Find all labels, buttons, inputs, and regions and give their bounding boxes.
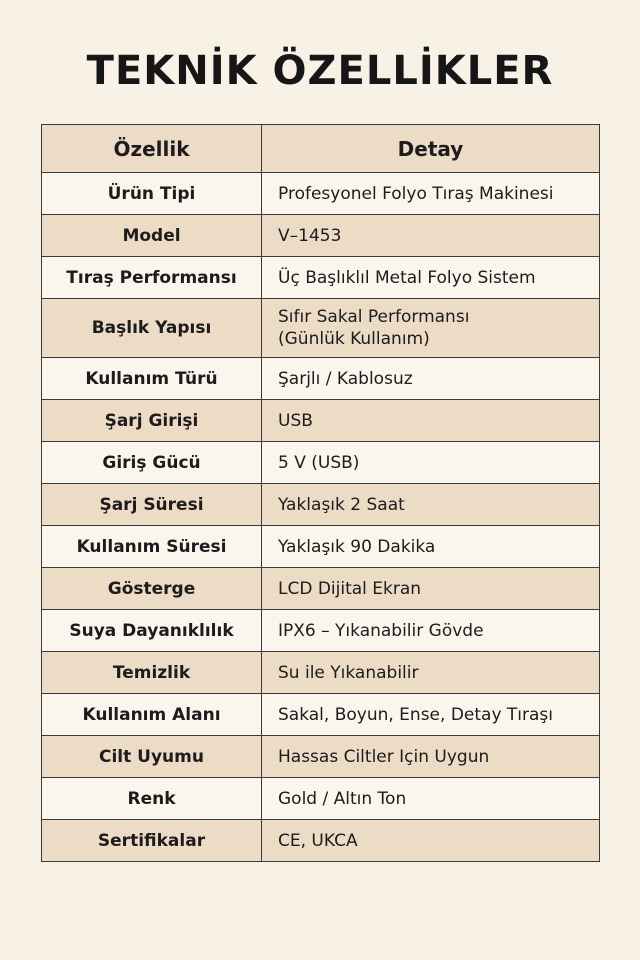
detail-cell: Yaklaşık 90 Dakika: [262, 526, 600, 568]
table-row: [42, 299, 600, 358]
feature-cell: Gösterge: [42, 568, 262, 610]
table-row: [42, 173, 600, 215]
table-header-row: [42, 125, 600, 173]
detail-cell: CE, UKCA: [262, 820, 600, 862]
spec-table: [41, 124, 600, 862]
feature-cell: Temizlik: [42, 652, 262, 694]
feature-cell: Kullanım Alanı: [42, 694, 262, 736]
feature-cell: Tıraş Performansı: [42, 257, 262, 299]
feature-cell: Şarj Girişi: [42, 400, 262, 442]
table-row: [42, 610, 600, 652]
detail-cell: Su ile Yıkanabilir: [262, 652, 600, 694]
table-row: [42, 400, 600, 442]
table-row: [42, 736, 600, 778]
detail-cell: USB: [262, 400, 600, 442]
detail-cell: Profesyonel Folyo Tıraş Makinesi: [262, 173, 600, 215]
detail-cell: Gold / Altın Ton: [262, 778, 600, 820]
detail-cell: 5 V (USB): [262, 442, 600, 484]
table-row: [42, 694, 600, 736]
table-row: [42, 358, 600, 400]
table-row: [42, 568, 600, 610]
feature-cell: Cilt Uyumu: [42, 736, 262, 778]
feature-cell: Model: [42, 215, 262, 257]
table-row: [42, 526, 600, 568]
detail-cell: Sakal, Boyun, Ense, Detay Tıraşı: [262, 694, 600, 736]
detail-cell: Yaklaşık 2 Saat: [262, 484, 600, 526]
feature-cell: Ürün Tipi: [42, 173, 262, 215]
table-row: [42, 257, 600, 299]
table-row: [42, 484, 600, 526]
detail-line: Sıfır Sakal Performansı: [278, 307, 470, 327]
feature-cell: Kullanım Türü: [42, 358, 262, 400]
table-row: [42, 215, 600, 257]
feature-cell: Renk: [42, 778, 262, 820]
column-header-feature: Özellik: [42, 125, 262, 173]
detail-cell: Hassas Ciltler Için Uygun: [262, 736, 600, 778]
table-row: [42, 652, 600, 694]
table-row: [42, 778, 600, 820]
detail-cell: IPX6 – Yıkanabilir Gövde: [262, 610, 600, 652]
detail-cell: Şarjlı / Kablosuz: [262, 358, 600, 400]
detail-cell: LCD Dijital Ekran: [262, 568, 600, 610]
feature-cell: Kullanım Süresi: [42, 526, 262, 568]
table-row: [42, 442, 600, 484]
column-header-detail: Detay: [262, 125, 600, 173]
detail-cell: [262, 299, 600, 358]
detail-line: (Günlük Kullanım): [278, 329, 430, 349]
feature-cell: Başlık Yapısı: [42, 299, 262, 358]
detail-cell: V–1453: [262, 215, 600, 257]
feature-cell: Şarj Süresi: [42, 484, 262, 526]
page-title: TEKNİK ÖZELLİKLER: [86, 48, 554, 94]
table-row: [42, 820, 600, 862]
detail-cell: Üç Başlıklıl Metal Folyo Sistem: [262, 257, 600, 299]
feature-cell: Suya Dayanıklılık: [42, 610, 262, 652]
feature-cell: Giriş Gücü: [42, 442, 262, 484]
feature-cell: Sertifikalar: [42, 820, 262, 862]
